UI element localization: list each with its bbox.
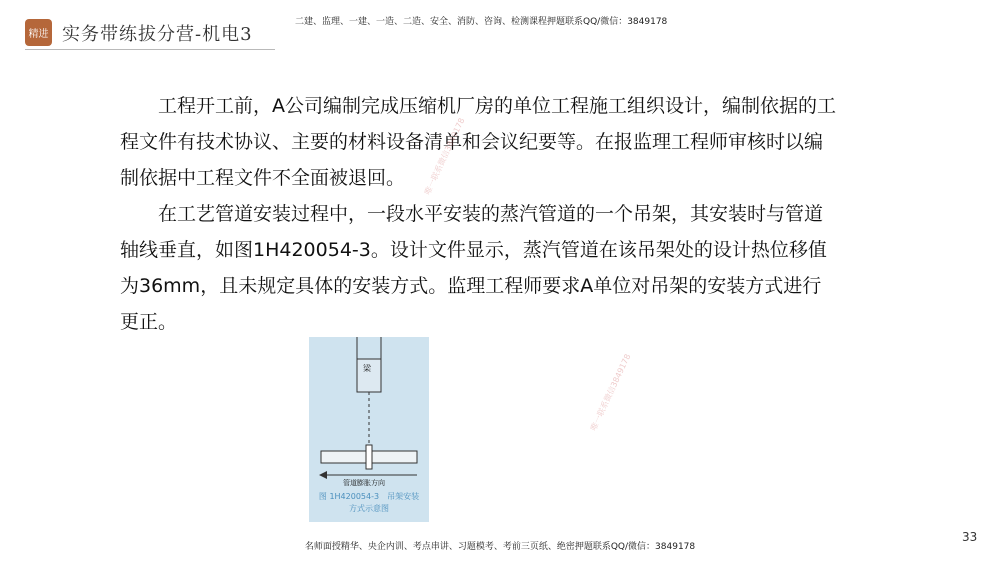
- arrow-label: 管道膨胀方向: [343, 479, 385, 487]
- watermark-2: 唯一联系微信3849178: [588, 352, 633, 433]
- figure-caption: [309, 491, 429, 515]
- figure-caption-line-1: 图 1H420054-3 吊架安装: [318, 492, 420, 501]
- pipe-clamp: [366, 445, 372, 469]
- course-title: 实务带练拔分营-机电3: [62, 24, 253, 45]
- paragraph-2: 在工艺管道安装过程中，一段水平安装的蒸汽管道的一个吊架，其安装时与管道轴线垂直，如图1H420054-3。设计文件显示，蒸汽管道在该吊架处的设计热位移值为36mm，且未规定具体的安装方式。监理工程师要求A单位对吊架的安装方式进行更正。: [120, 203, 827, 333]
- logo-text: 精进: [28, 29, 49, 40]
- logo: [25, 19, 52, 46]
- content: [120, 88, 840, 340]
- hanger-figure: [309, 337, 429, 522]
- figure-caption-line-2: 方式示意图: [349, 504, 389, 513]
- title-underline: [25, 49, 275, 50]
- page-number: 33: [962, 530, 978, 544]
- hanger-diagram: [309, 337, 429, 487]
- expansion-arrowhead: [319, 471, 327, 479]
- header-ad: 二建、监理、一建、一造、二造、安全、消防、咨询、检测课程押题联系QQ/微信：3849178: [295, 17, 668, 27]
- footer-ad: 名师面授精华、央企内训、考点串讲、习题模考、考前三页纸、绝密押题联系QQ/微信：3849178: [304, 542, 696, 552]
- watermark-1: 唯一联系微信3849178: [422, 116, 467, 197]
- paragraph-1: 工程开工前，A公司编制完成压缩机厂房的单位工程施工组织设计，编制依据的工程文件有技术协议、主要的材料设备清单和会议纪要等。在报监理工程师审核时以编制依据中工程文件不全面被退回。: [120, 95, 836, 189]
- beam-label: 梁: [363, 364, 371, 373]
